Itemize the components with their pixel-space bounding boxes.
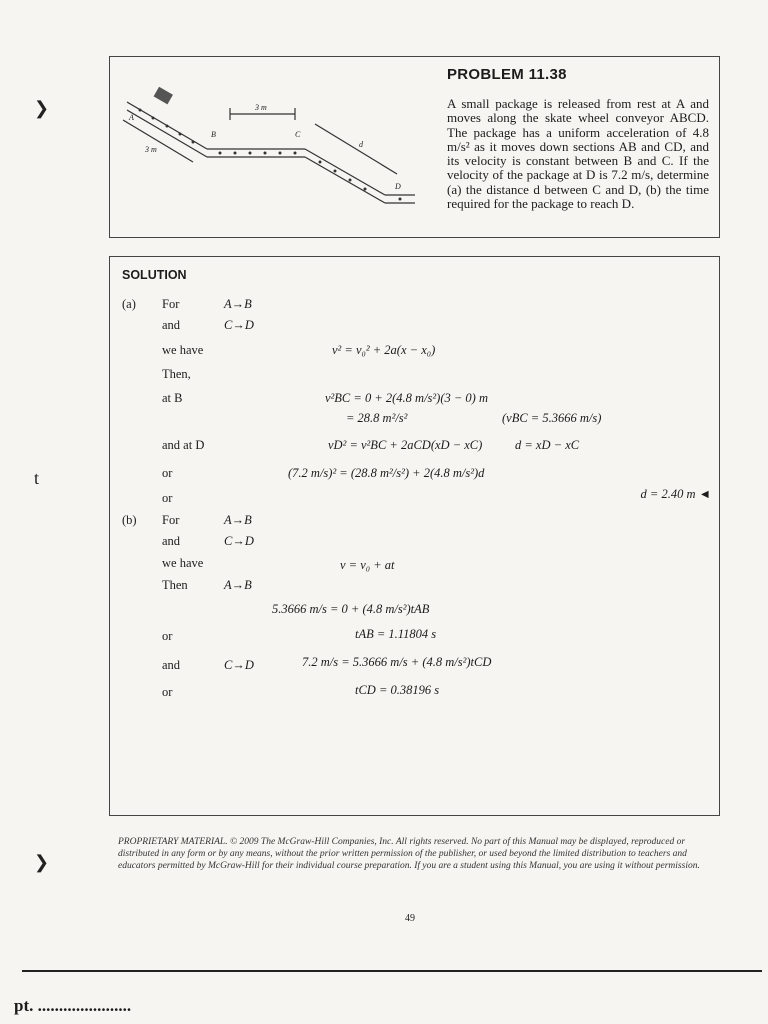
step-text: and (162, 534, 181, 548)
equation: v = v₀ + at (340, 558, 395, 572)
step-text: and (162, 318, 181, 332)
label-b: B (211, 130, 216, 139)
step-text: we have (162, 556, 204, 570)
step-text: For (162, 297, 180, 311)
label-a: A (129, 113, 134, 122)
equation: tAB = 1.11804 s (355, 627, 437, 641)
equation: v²BC = 0 + 2(4.8 m/s²)(3 − 0) m (325, 391, 488, 405)
step-text: at B (162, 391, 183, 405)
equation: tCD = 0.38196 s (355, 683, 440, 697)
equation: v² = v₀² + 2a(x − x₀) (332, 343, 436, 357)
conveyor-figure (115, 62, 435, 237)
equation: 7.2 m/s = 5.3666 m/s + (4.8 m/s²)tCD (302, 655, 492, 669)
segment-label: A→B (224, 513, 252, 527)
problem-text: A small package is released from rest at A and moves along the skate wheel conveyor ABCD. The package has a uniform acceleration of 4.8 m/s² as it moves down sections AB and CD, and its velocity is constant between B and C. If the velocity of the package at D is 7.2 m/s, determine (a) the distance d between C and D, (b) the time required for the package to reach D. (447, 96, 709, 212)
step-text: Then, (162, 367, 191, 381)
step-text: or (162, 466, 173, 480)
problem-box (109, 56, 720, 238)
equation-note: d = xD − xC (515, 438, 580, 452)
label-ab-length: 3 m (145, 145, 157, 154)
step-text: or (162, 491, 173, 505)
step-text: we have (162, 343, 204, 357)
equation: vD² = v²BC + 2aCD(xD − xC) (328, 438, 483, 452)
part-a-label: (a) (122, 297, 136, 311)
equation: (7.2 m/s)² = (28.8 m²/s²) + 2(4.8 m/s²)d (288, 466, 485, 480)
bottom-text: pt. (14, 996, 34, 1015)
segment-label: A→B (224, 297, 252, 311)
bottom-rule (22, 970, 762, 972)
step-text: and (162, 658, 181, 672)
segment-label: C→D (224, 318, 254, 332)
solution-box (109, 256, 720, 816)
result-d: d = 2.40 m ◄ (640, 487, 711, 501)
step-text: For (162, 513, 180, 527)
equation-note: (vBC = 5.3666 m/s) (502, 411, 602, 425)
label-cd-length: d (359, 140, 363, 149)
equation: 5.3666 m/s = 0 + (4.8 m/s²)tAB (272, 602, 430, 616)
segment-label: C→D (224, 658, 254, 672)
margin-mark-top: ❯ (34, 98, 50, 118)
problem-title: PROBLEM 11.38 (447, 66, 567, 83)
solution-title: SOLUTION (122, 268, 187, 282)
label-bc-length: 3 m (255, 103, 267, 112)
label-d: D (395, 182, 401, 191)
equation: = 28.8 m²/s² (346, 411, 408, 425)
package-icon (154, 87, 173, 105)
bottom-dots: ...................... (37, 996, 132, 1015)
segment-label: C→D (224, 534, 254, 548)
step-text: Then (162, 578, 188, 592)
copyright-footer: PROPRIETARY MATERIAL. © 2009 The McGraw-Hill Companies, Inc. All rights reserved. No part of this Manual may be displayed, reproduced or distributed in any form or by any means, without the prior written permission of the publisher, or used beyond the limited distribution to teachers and educators permitted by McGraw-Hill for their individual course preparation. If you are a student using this Manual, you are using it without permission. (118, 837, 700, 871)
margin-mark-bottom: ❯ (34, 852, 50, 872)
segment-label: A→B (224, 578, 252, 592)
label-c: C (295, 130, 301, 139)
step-text: and at D (162, 438, 205, 452)
step-text: or (162, 685, 173, 699)
page-number: 49 (405, 913, 415, 924)
bottom-scan-text (14, 996, 131, 1016)
step-text: or (162, 629, 173, 643)
margin-mark-middle: t (34, 468, 40, 488)
part-b-label: (b) (122, 513, 137, 527)
